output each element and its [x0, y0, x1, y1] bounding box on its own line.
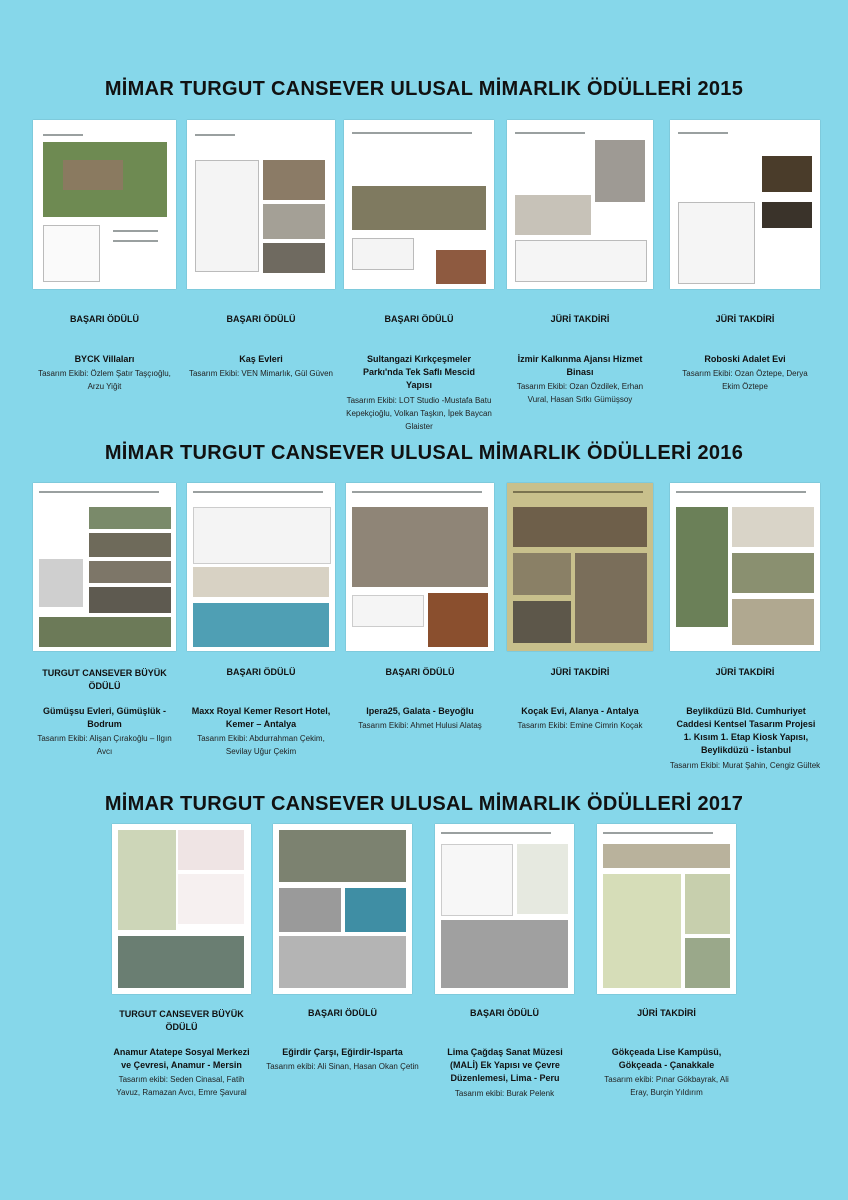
project-name: Roboski Adalet Evi: [704, 354, 786, 364]
section-title-2015: MİMAR TURGUT CANSEVER ULUSAL MİMARLIK ÖDÜLLERİ 2015: [104, 78, 744, 100]
design-team: Tasarım Ekibi: Emine Cimrin Koçak: [517, 721, 643, 730]
project-name: Maxx Royal Kemer Resort Hotel, Kemer – Antalya: [191, 706, 331, 729]
project-board-thumbnail[interactable]: [346, 483, 494, 651]
award-label: BAŞARI ÖDÜLÜ: [70, 314, 139, 324]
section-title-2017: MİMAR TURGUT CANSEVER ULUSAL MİMARLIK ÖDÜLLERİ 2017: [104, 793, 744, 815]
project-board-thumbnail[interactable]: [670, 483, 820, 651]
design-team: Tasarım ekibi: Burak Pelenk: [454, 1089, 555, 1098]
project-name: Gökçeada Lise Kampüsü, Gökçeada - Çanakkale: [611, 1047, 722, 1070]
design-team: Tasarım Ekibi: Ozan Özdilek, Erhan Vural, Hasan Sıtkı Gümüşsoy: [516, 382, 644, 404]
award-label: BAŞARI ÖDÜLÜ: [385, 667, 455, 677]
design-team: Tasarım Ekibi: VEN Mimarlık, Gül Güven: [188, 369, 334, 378]
design-team: Tasarım ekibi: Ali Sinan, Hasan Okan Çetin: [266, 1062, 419, 1071]
award-label: BAŞARI ÖDÜLÜ: [470, 1008, 539, 1018]
design-team: Tasarım Ekibi: Murat Şahin, Cengiz Gültek: [669, 761, 821, 770]
project-name: Sultangazi Kırkçeşmeler Parkı'nda Tek Saflı Mescid Yapısı: [362, 354, 476, 390]
project-name: BYCK Villaları: [74, 354, 135, 364]
project-board-thumbnail[interactable]: [187, 120, 335, 289]
design-team: Tasarım Ekibi: Abdurrahman Çekim, Sevilay Uğur Çekim: [197, 734, 325, 756]
award-label: JÜRİ TAKDİRİ: [550, 314, 610, 324]
project-board-thumbnail[interactable]: [670, 120, 820, 289]
project-board-thumbnail[interactable]: [33, 120, 176, 289]
project-name: Lima Çağdaş Sanat Müzesi (MALİ) Ek Yapısı ve Çevre Düzenlemesi, Lima - Peru: [447, 1047, 563, 1083]
award-label: TURGUT CANSEVER BÜYÜK ÖDÜLÜ: [119, 1009, 244, 1032]
project-name: Beylikdüzü Bld. Cumhuriyet Caddesi Kentsel Tasarım Projesi 1. Kısım 1. Etap Kiosk Yapısı, Beylikdüzü - İstanbul: [676, 706, 816, 755]
award-label: BAŞARI ÖDÜLÜ: [308, 1008, 377, 1018]
project-board-thumbnail[interactable]: [187, 483, 335, 651]
design-team: Tasarım Ekibi: Ahmet Hulusi Alataş: [358, 721, 482, 730]
project-board-thumbnail[interactable]: [507, 120, 653, 289]
project-board-thumbnail[interactable]: [597, 824, 736, 994]
project-board-thumbnail[interactable]: [435, 824, 574, 994]
award-label: JÜRİ TAKDİRİ: [550, 667, 610, 677]
project-board-thumbnail[interactable]: [33, 483, 176, 651]
project-name: Koçak Evi, Alanya - Antalya: [521, 706, 639, 716]
project-board-thumbnail[interactable]: [507, 483, 653, 651]
design-team: Tasarım Ekibi: Ozan Öztepe, Derya Ekim Öztepe: [682, 369, 808, 391]
design-team: Tasarım ekibi: Pınar Gökbayrak, Ali Eray, Burçin Yıldırım: [604, 1075, 729, 1097]
project-name: Ipera25, Galata - Beyoğlu: [366, 706, 474, 716]
award-label: BAŞARI ÖDÜLÜ: [226, 314, 296, 324]
award-label: JÜRİ TAKDİRİ: [715, 314, 775, 324]
project-board-thumbnail[interactable]: [112, 824, 251, 994]
project-board-thumbnail[interactable]: [344, 120, 494, 289]
design-team: Tasarım ekibi: Seden Cinasal, Fatih Yavuz, Ramazan Avcı, Emre Şavural: [116, 1075, 247, 1097]
section-title-2016: MİMAR TURGUT CANSEVER ULUSAL MİMARLIK ÖDÜLLERİ 2016: [104, 442, 744, 464]
design-team: Tasarım Ekibi: Özlem Şatır Taşçıoğlu, Arzu Yiğit: [38, 369, 171, 391]
project-name: Eğirdir Çarşı, Eğirdir-Isparta: [282, 1047, 403, 1057]
award-label: JÜRİ TAKDİRİ: [637, 1008, 696, 1018]
project-name: Anamur Atatepe Sosyal Merkezi ve Çevresi, Anamur - Mersin: [113, 1047, 250, 1070]
project-name: Kaş Evleri: [239, 354, 283, 364]
award-label: BAŞARI ÖDÜLÜ: [384, 314, 454, 324]
project-board-thumbnail[interactable]: [273, 824, 412, 994]
project-name: Gümüşsu Evleri, Gümüşlük - Bodrum: [42, 706, 167, 729]
award-label: BAŞARI ÖDÜLÜ: [226, 667, 296, 677]
project-name: İzmir Kalkınma Ajansı Hizmet Binası: [517, 354, 643, 377]
design-team: Tasarım Ekibi: Alişan Çırakoğlu – Ilgın Avcı: [37, 734, 172, 756]
design-team: Tasarım Ekibi: LOT Studio -Mustafa Batu Kepekçioğlu, Volkan Taşkın, İpek Baycan Glaister: [346, 396, 492, 431]
award-label: JÜRİ TAKDİRİ: [715, 667, 775, 677]
award-label: TURGUT CANSEVER BÜYÜK ÖDÜLÜ: [42, 668, 167, 691]
